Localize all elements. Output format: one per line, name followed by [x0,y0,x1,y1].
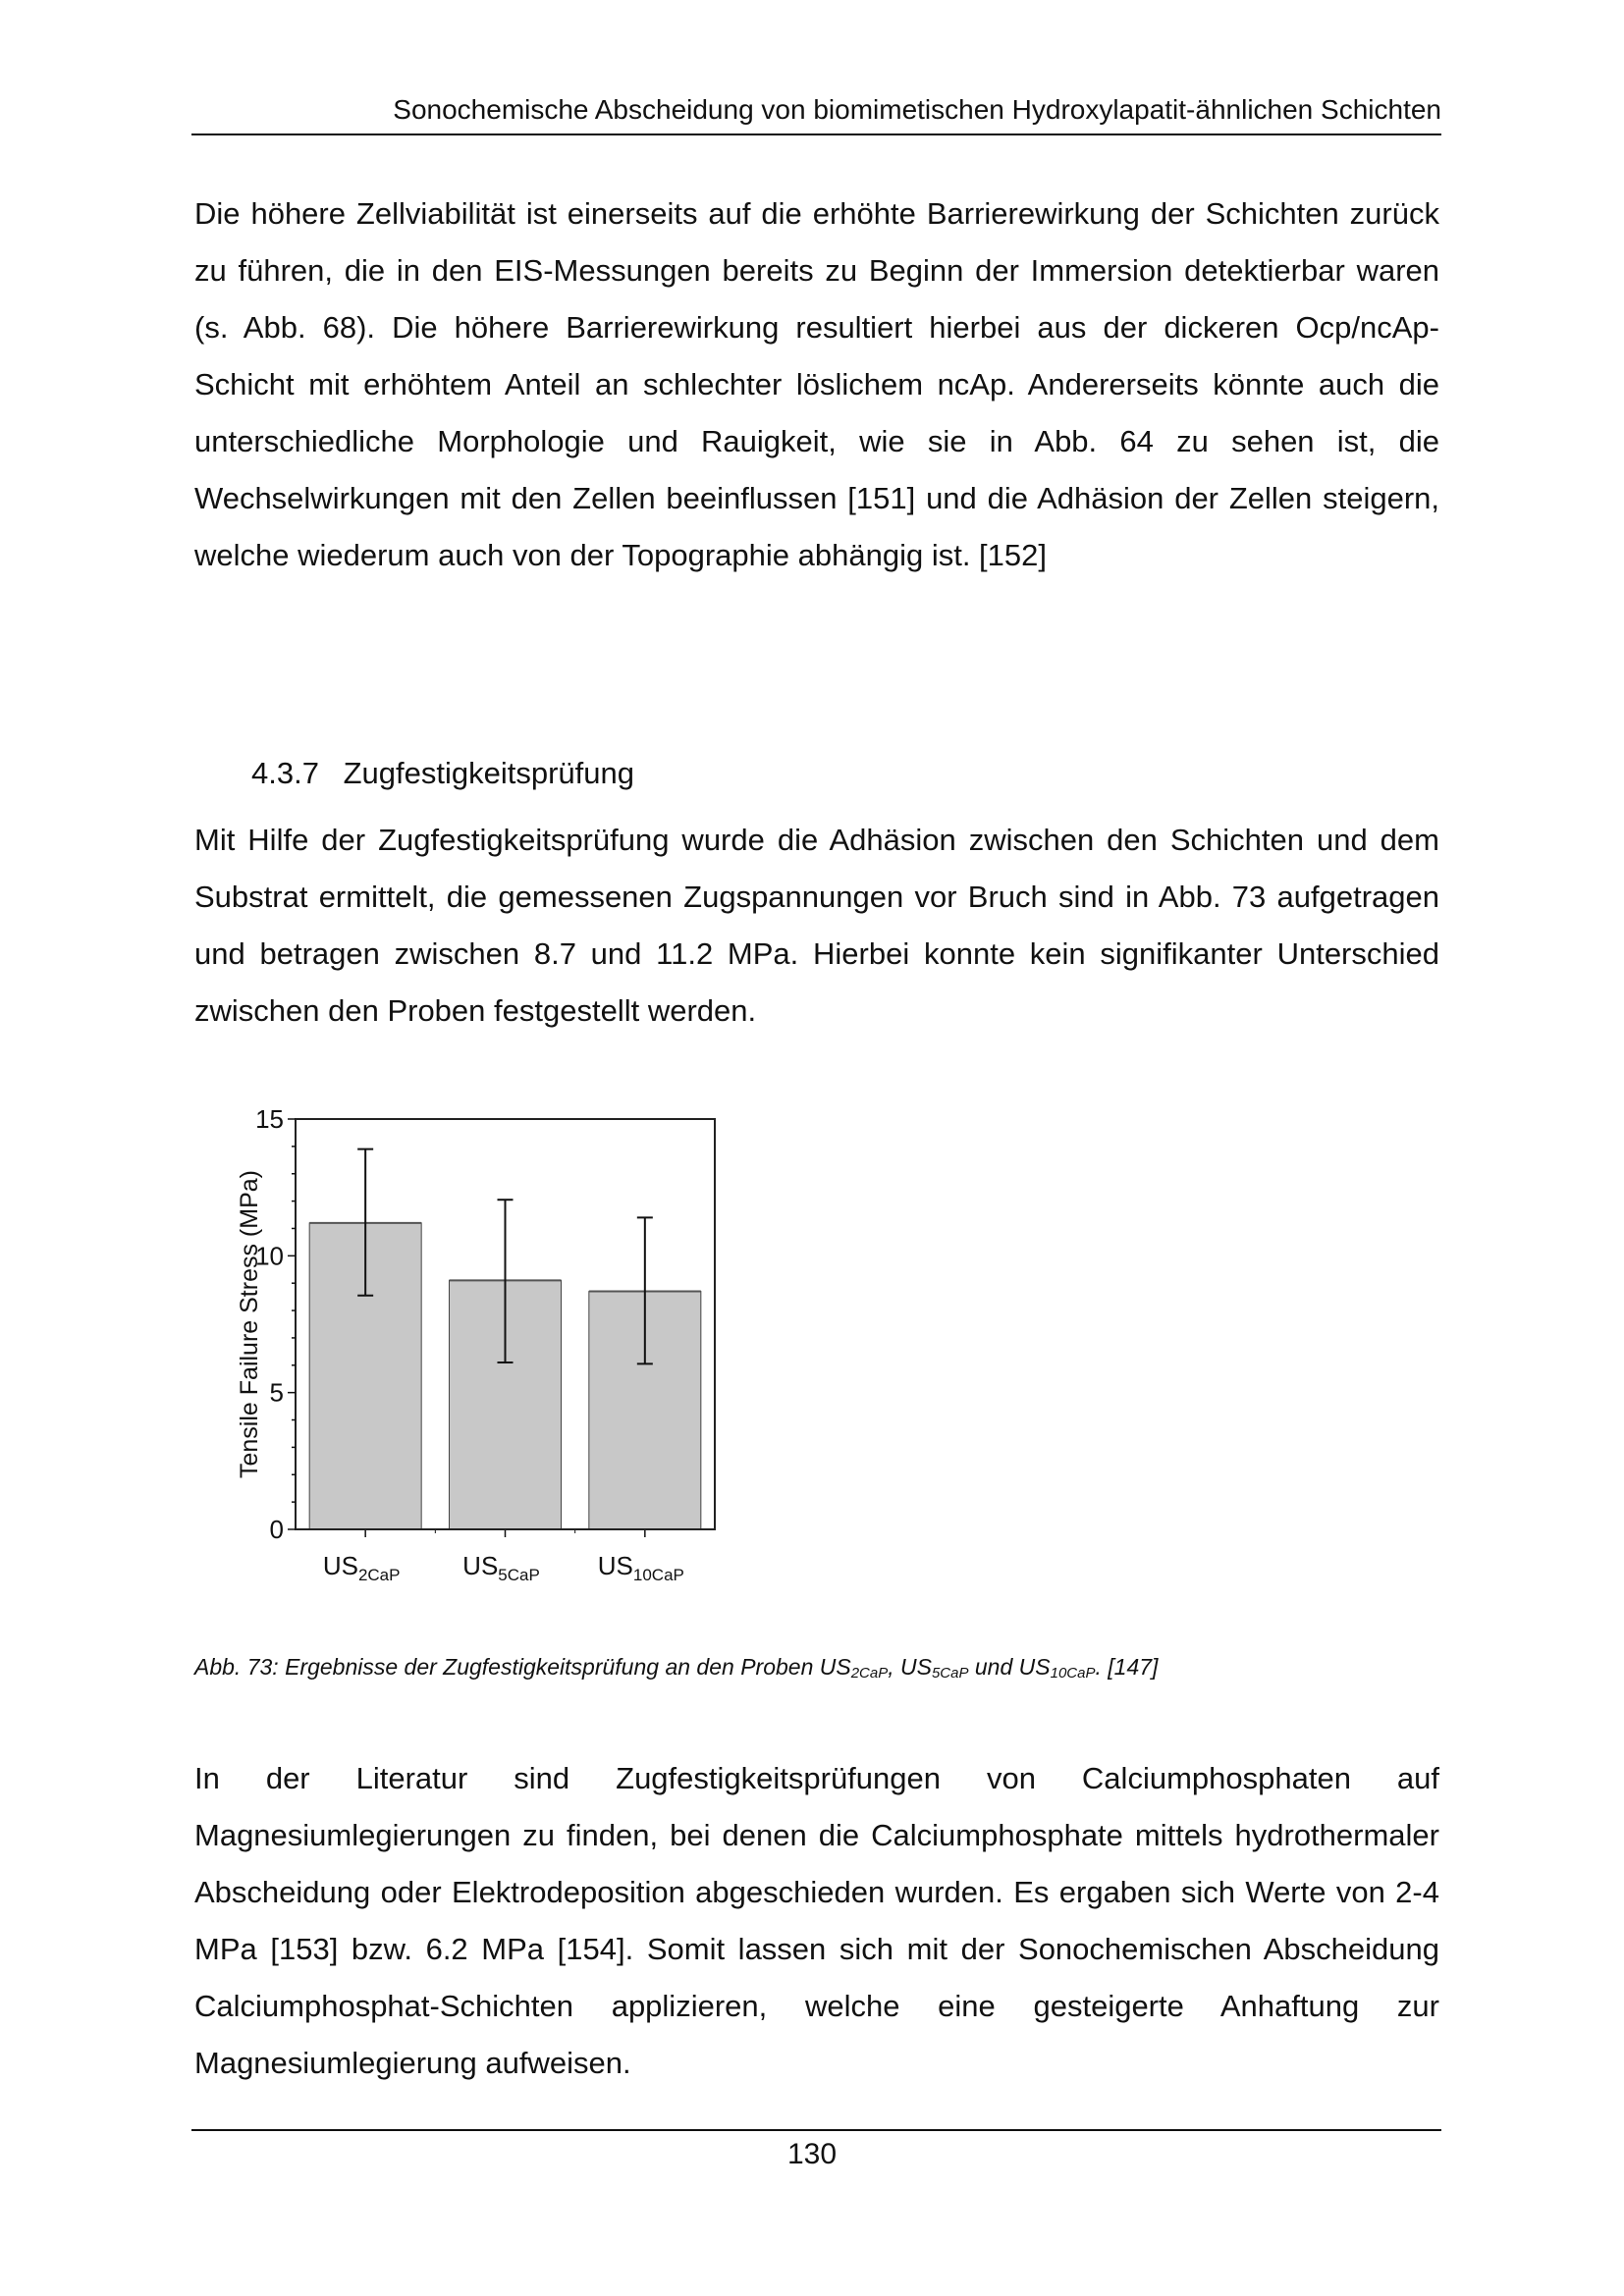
section-title: Zugfestigkeitsprüfung [343,756,634,790]
y-tick-label: 10 [255,1241,284,1271]
section-heading [251,756,650,791]
paragraph-2: Mit Hilfe der Zugfestigkeitsprüfung wurde die Adhäsion zwischen den Schichten und dem Substrat ermittelt, die gemessenen Zugspannungen vor Bruch sind in Abb. 73 aufgetragen und betragen zwischen 8.7 und 11.2 MPa. Hierbei konnte kein signifikanter Unterschied zwischen den Proben festgestellt werden. [194,823,1439,1028]
x-tick-label: $US_{2CaP}$ [322,1551,401,1584]
caption-text: , US [888,1654,932,1680]
caption-sub: 5CaP [931,1665,969,1682]
header-rule [191,133,1441,135]
caption-text: . [147] [1095,1654,1159,1680]
caption-text: und US [968,1654,1051,1680]
x-tick-label: $US_{10CaP}$ [597,1551,684,1584]
x-tick-label: $US_{5CaP}$ [462,1551,540,1584]
caption-sub: 10CaP [1050,1665,1096,1682]
page-number: 130 [786,2138,838,2170]
footer-rule [191,2129,1441,2131]
y-tick-label: 0 [269,1515,284,1544]
caption-sub: 2CaP [850,1665,889,1682]
y-tick-label: 5 [269,1377,284,1408]
running-header: Sonochemische Abscheidung von biomimetischen Hydroxylapatit-ähnlichen Schichten [393,94,1441,125]
caption-text: Abb. 73: Ergebnisse der Zugfestigkeitsprüfung an den Proben US [194,1654,851,1680]
paragraph-1: Die höhere Zellviabilität ist einerseits auf die erhöhte Barrierewirkung der Schichten zurück zu führen, die in den EIS-Messungen bereits zu Beginn der Immersion detektierbar waren (s. Abb. 68). Die höhere Barrierewirkung resultiert hierbei aus der dickeren Ocp/ncAp-Schicht mit erhöhtem Anteil an schlechter löslichem ncAp. Andererseits könnte auch die unterschiedliche Morphologie und Rauigkeit, wie sie in Abb. 64 zu sehen ist, die Wechselwirkungen mit den Zellen beeinflussen [151] und die Adhäsion der Zellen steigern, welche wiederum auch von der Topographie abhängig ist. [152] [194,196,1439,572]
bar-chart [0,1080,1624,1584]
y-tick-label: 15 [255,1104,284,1134]
paragraph-3: In der Literatur sind Zugfestigkeitsprüfungen von Calciumphosphaten auf Magnesiumlegierungen zu finden, bei denen die Calciumphosphate mittels hydrothermaler Abscheidung oder Elektrodeposition abgeschieden wurden. Es ergaben sich Werte von 2-4 MPa [153] bzw. 6.2 MPa [154]. Somit lassen sich mit der Sonochemischen Abscheidung Calciumphosphat-Schichten applizieren, welche eine gesteigerte Anhaftung zur Magnesiumlegierung aufweisen. [194,1761,1439,2080]
figure-caption [194,1654,1158,1682]
section-number: 4.3.7 [251,756,319,790]
y-axis-label: Tensile Failure Stress (MPa) [236,1170,263,1478]
